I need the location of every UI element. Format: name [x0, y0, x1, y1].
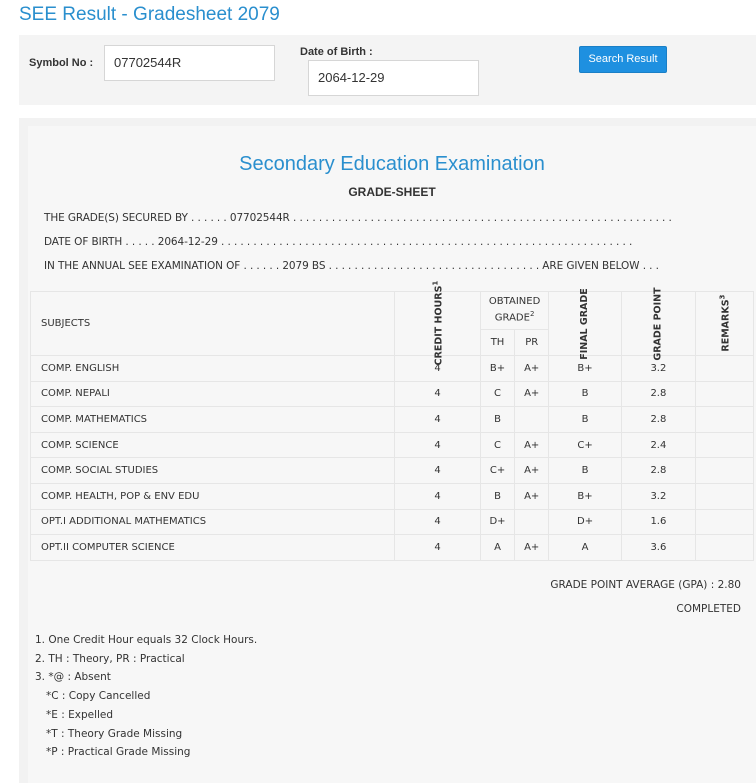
cell-credit-hours: 4 [395, 483, 481, 509]
footnote-copy-cancelled: *C : Copy Cancelled [46, 690, 151, 703]
symbol-no-input[interactable]: 07702544R [104, 45, 275, 81]
cell-grade-point: 3.2 [621, 483, 695, 509]
cell-remarks [695, 535, 753, 561]
cell-grade-point: 3.6 [621, 535, 695, 561]
cell-grade-point: 2.8 [621, 407, 695, 433]
cell-grade-point: 1.6 [621, 509, 695, 535]
cell-remarks [695, 407, 753, 433]
cell-credit-hours: 4 [395, 381, 481, 407]
cell-final-grade: C+ [549, 432, 622, 458]
header-grade-point [621, 287, 695, 361]
table-row [31, 509, 754, 535]
cell-remarks [695, 509, 753, 535]
table-row [31, 356, 754, 382]
footnote-theory-missing: *T : Theory Grade Missing [46, 727, 183, 740]
cell-subject: COMP. NEPALI [31, 381, 395, 407]
info-date-of-birth: DATE OF BIRTH . . . . . 2064-12-29 . . . . . . . . . . . . . . . . . . . . . . . . . . . . . . . . . . . . . . . . . . . . . . . . . . . . . . . . . . . . . . . . [44, 236, 633, 248]
dob-label: Date of Birth : [300, 46, 373, 58]
cell-subject: COMP. SOCIAL STUDIES [31, 458, 395, 484]
cell-final-grade: B+ [549, 483, 622, 509]
cell-subject: COMP. MATHEMATICS [31, 407, 395, 433]
cell-credit-hours: 4 [395, 432, 481, 458]
cell-th-grade: C [480, 381, 514, 407]
cell-subject: OPT.I ADDITIONAL MATHEMATICS [31, 509, 395, 535]
search-result-button[interactable]: Search Result [579, 46, 667, 73]
cell-subject: COMP. SCIENCE [31, 432, 395, 458]
header-subjects: SUBJECTS [31, 292, 395, 356]
cell-grade-point: 2.4 [621, 432, 695, 458]
grade-sheet-title: GRADE-SHEET [348, 185, 436, 199]
info-exam-year: IN THE ANNUAL SEE EXAMINATION OF . . . . . . 2079 BS . . . . . . . . . . . . . . . . . . . . . . . . . . . . . . . . . ARE GIVEN BELOW . . . [44, 260, 659, 272]
header-remarks-label: REMARKS [720, 299, 732, 353]
cell-grade-point: 2.8 [621, 381, 695, 407]
cell-th-grade: A [480, 535, 514, 561]
header-credit-hours-sup: 1 [431, 281, 440, 286]
cell-credit-hours: 4 [395, 535, 481, 561]
cell-credit-hours: 4 [395, 509, 481, 535]
status-text: COMPLETED [676, 603, 741, 615]
cell-pr-grade: A+ [515, 356, 549, 382]
search-panel [19, 35, 756, 105]
cell-final-grade: B+ [549, 356, 622, 382]
cell-remarks [695, 356, 753, 382]
cell-remarks [695, 483, 753, 509]
footnotes [35, 631, 257, 762]
cell-remarks [695, 381, 753, 407]
footnote-practical-missing: *P : Practical Grade Missing [46, 746, 191, 759]
exam-title: Secondary Education Examination [239, 153, 545, 175]
cell-subject: OPT.II COMPUTER SCIENCE [31, 535, 395, 561]
cell-final-grade: A [549, 535, 622, 561]
header-remarks-sup: 3 [718, 294, 727, 300]
cell-grade-point: 3.2 [621, 356, 695, 382]
cell-final-grade: B [549, 407, 622, 433]
gpa-text: GRADE POINT AVERAGE (GPA) : 2.80 [550, 579, 741, 591]
cell-remarks [695, 432, 753, 458]
cell-th-grade: C+ [480, 458, 514, 484]
header-obtained-grade [480, 292, 548, 330]
cell-th-grade: B [480, 407, 514, 433]
header-credit-hours [395, 281, 481, 366]
cell-final-grade: D+ [549, 509, 622, 535]
symbol-no-label: Symbol No : [29, 57, 94, 69]
table-row [31, 535, 754, 561]
header-credit-hours-label: CREDIT HOURS [433, 285, 445, 366]
cell-pr-grade: A+ [515, 458, 549, 484]
cell-pr-grade: A+ [515, 381, 549, 407]
header-final-grade [549, 288, 622, 360]
cell-credit-hours: 4 [395, 356, 481, 382]
cell-pr-grade [515, 407, 549, 433]
table-row [31, 432, 754, 458]
table-row [31, 483, 754, 509]
cell-pr-grade: A+ [515, 432, 549, 458]
header-pr: PR [515, 330, 549, 356]
cell-th-grade: C [480, 432, 514, 458]
cell-credit-hours: 4 [395, 458, 481, 484]
table-row [31, 381, 754, 407]
dob-input[interactable]: 2064-12-29 [308, 60, 479, 96]
cell-grade-point: 2.8 [621, 458, 695, 484]
cell-remarks [695, 458, 753, 484]
cell-pr-grade: A+ [515, 483, 549, 509]
cell-final-grade: B [549, 381, 622, 407]
footnote-3: 3. *@ : Absent [35, 671, 111, 684]
cell-pr-grade [515, 509, 549, 535]
footnote-2: 2. TH : Theory, PR : Practical [35, 652, 185, 665]
gradesheet [28, 126, 756, 783]
header-obtained-grade-label: OBTAINED GRADE [488, 296, 541, 324]
cell-subject: COMP. ENGLISH [31, 356, 395, 382]
cell-th-grade: D+ [480, 509, 514, 535]
header-final-grade-label: FINAL GRADE [579, 288, 591, 360]
header-remarks [695, 292, 753, 356]
header-grade-point-label: GRADE POINT [652, 287, 664, 361]
table-row [31, 407, 754, 433]
cell-pr-grade: A+ [515, 535, 549, 561]
cell-th-grade: B [480, 483, 514, 509]
cell-subject: COMP. HEALTH, POP & ENV EDU [31, 483, 395, 509]
cell-final-grade: B [549, 458, 622, 484]
cell-th-grade: B+ [480, 356, 514, 382]
cell-credit-hours: 4 [395, 407, 481, 433]
header-th: TH [480, 330, 514, 356]
grades-table [30, 281, 754, 561]
footnote-1: 1. One Credit Hour equals 32 Clock Hours. [35, 634, 258, 646]
footnote-expelled: *E : Expelled [46, 708, 114, 721]
page-title: SEE Result - Gradesheet 2079 [19, 4, 280, 25]
header-obtained-grade-sup: 2 [529, 310, 535, 319]
info-grade-secured-by: THE GRADE(S) SECURED BY . . . . . . 07702544R . . . . . . . . . . . . . . . . . . . . . . . . . . . . . . . . . . . . . . . . . . . . . . . . . . . . . . . . . . . [44, 212, 672, 224]
table-row [31, 458, 754, 484]
